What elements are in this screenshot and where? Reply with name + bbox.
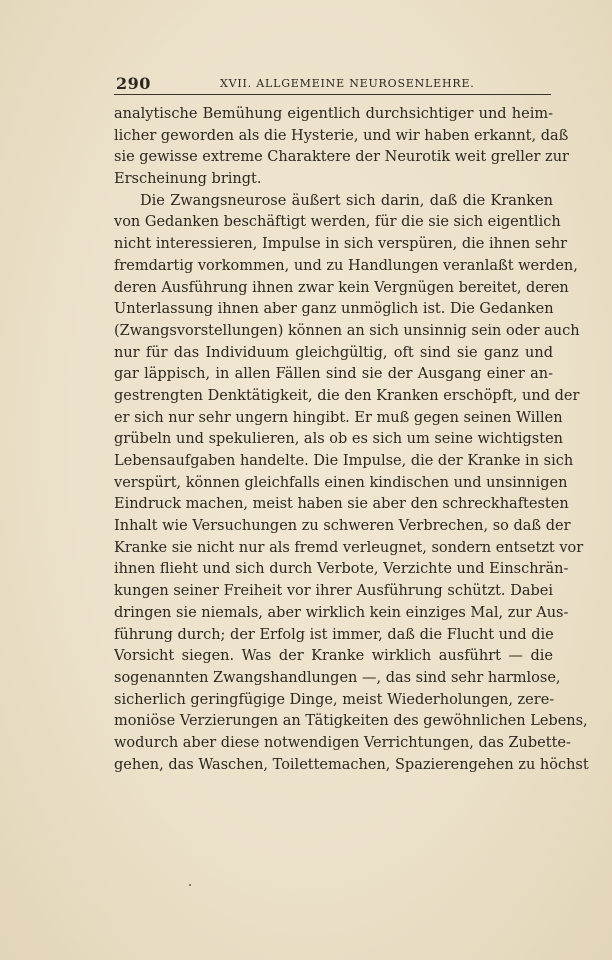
text-line: (Zwangsvorstellungen) können an sich unsinnig sein oder auch (114, 322, 580, 339)
text-line: ihnen flieht und sich durch Verbote, Verzichte und Einschrän- (114, 561, 569, 578)
text-line: gar läppisch, in allen Fällen sind sie der Ausgang einer an- (114, 366, 553, 383)
text-line: nicht interessieren, Impulse in sich verspüren, die ihnen sehr (114, 236, 568, 253)
text-line: Eindruck machen, meist haben sie aber den schreckhaftesten (114, 496, 569, 513)
text-line: Unterlassung ihnen aber ganz unmöglich ist. Die Gedanken (114, 301, 554, 318)
body-text (114, 104, 589, 776)
text-line: sie gewisse extreme Charaktere der Neurotik weit greller zur (114, 149, 569, 166)
text-line: Erscheinung bringt. (114, 171, 262, 188)
text-line: moniöse Verzierungen an Tätigkeiten des gewöhnlichen Lebens, (114, 713, 588, 730)
text-line: kungen seiner Freiheit vor ihrer Ausführung schützt. Dabei (114, 583, 553, 600)
page-header (116, 74, 551, 94)
text-line: fremdartig vorkommen, und zu Handlungen veranlaßt werden, (114, 257, 578, 274)
text-line: sicherlich geringfügige Dinge, meist Wiederholungen, zere- (114, 691, 555, 708)
paper-speck (189, 884, 191, 886)
header-rule (114, 94, 551, 95)
text-line: Lebensaufgaben handelte. Die Impulse, die der Kranke in sich (114, 453, 574, 469)
text-line: wodurch aber diese notwendigen Verrichtungen, das Zubette- (114, 734, 571, 751)
text-line: deren Ausführung ihnen zwar kein Vergnügen bereitet, deren (114, 279, 569, 296)
paragraph-start-line: Die Zwangsneurose äußert sich darin, daß die Kranken (140, 192, 553, 209)
text-line: dringen sie niemals, aber wirklich kein einziges Mal, zur Aus- (114, 604, 569, 621)
text-line: gestrengten Denktätigkeit, die den Kranken erschöpft, und der (114, 387, 580, 404)
text-line: analytische Bemühung eigentlich durchsichtiger und heim- (114, 106, 553, 122)
text-line: Kranke sie nicht nur als fremd verleugnet, sondern entsetzt vor (114, 539, 584, 556)
text-line: gehen, das Waschen, Toilettemachen, Spazierengehen zu höchst (114, 756, 589, 773)
text-line: nur für das Individuum gleichgültig, oft sind sie ganz und (114, 344, 553, 361)
text-line: er sich nur sehr ungern hingibt. Er muß gegen seinen Willen (114, 409, 563, 426)
text-line: Vorsicht siegen. Was der Kranke wirklich ausführt — die (114, 648, 553, 665)
running-head: XVII. ALLGEMEINE NEUROSENLEHRE. (220, 77, 475, 90)
text-line: sogenannten Zwangshandlungen —, das sind sehr harmlose, (114, 669, 561, 686)
text-line: Inhalt wie Versuchungen zu schweren Verbrechen, so daß der (114, 518, 571, 535)
text-line: licher geworden als die Hysterie, und wir haben erkannt, daß (114, 127, 569, 144)
text-line: verspürt, können gleichfalls einen kindischen und unsinnigen (114, 474, 568, 491)
page-number: 290 (116, 74, 151, 93)
text-line: führung durch; der Erfolg ist immer, daß die Flucht und die (114, 626, 554, 643)
text-line: von Gedanken beschäftigt werden, für die sie sich eigentlich (114, 214, 561, 231)
text-line: grübeln und spekulieren, als ob es sich um seine wichtigsten (114, 431, 563, 448)
